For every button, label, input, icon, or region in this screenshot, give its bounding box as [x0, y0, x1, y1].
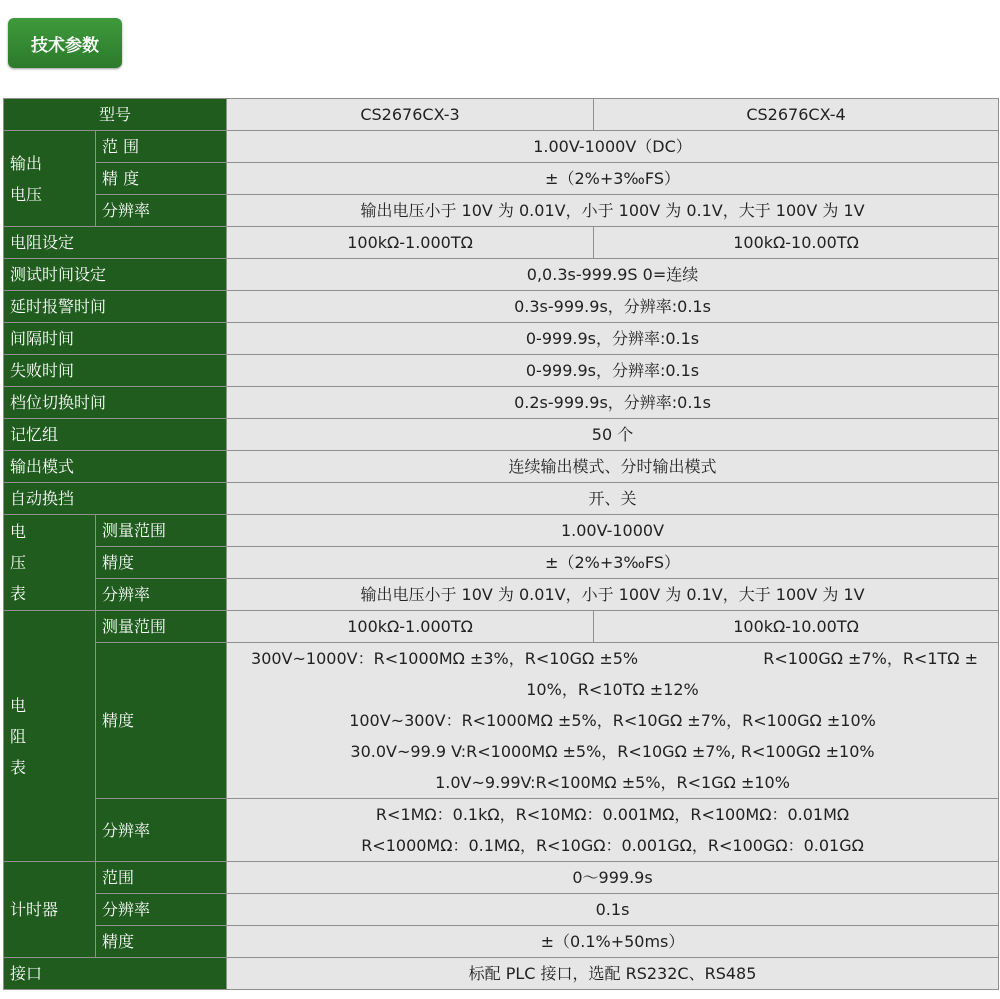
ohmmeter-resolution-value: [227, 799, 999, 862]
ohmmeter-resolution-line2: R<1000MΩ：0.1MΩ，R<10GΩ：0.001GΩ，R<100GΩ：0.01GΩ: [361, 836, 864, 855]
row-label: 输出模式: [4, 451, 227, 483]
table-row: [4, 483, 999, 515]
output-voltage-accuracy-label: 精 度: [96, 163, 227, 195]
section-title-badge: 技术参数: [8, 18, 122, 68]
row-ohmmeter-range: [4, 611, 999, 643]
spec-table: [3, 98, 999, 990]
timer-resolution-value: 0.1s: [227, 894, 999, 926]
interface-value: 标配 PLC 接口，选配 RS232C、RS485: [227, 958, 999, 990]
row-timer-accuracy: [4, 926, 999, 958]
timer-resolution-label: 分辨率: [96, 894, 227, 926]
row-model: [4, 99, 999, 131]
resistance-setting-col2: 100kΩ-10.00TΩ: [594, 227, 999, 259]
voltmeter-resolution-label: 分辨率: [96, 579, 227, 611]
output-voltage-range-label: 范 围: [96, 131, 227, 163]
ohmmeter-group-label: [4, 611, 96, 862]
ohmmeter-label-char3: 表: [10, 757, 27, 777]
row-label: 记忆组: [4, 419, 227, 451]
ohmmeter-accuracy-value: [227, 643, 999, 799]
voltmeter-range-label: 测量范围: [96, 515, 227, 547]
timer-range-value: 0～999.9s: [227, 862, 999, 894]
ohmmeter-range-label: 测量范围: [96, 611, 227, 643]
table-row: [4, 451, 999, 483]
ohmmeter-label-char1: 电: [10, 695, 27, 715]
row-output-voltage-range: [4, 131, 999, 163]
row-output-voltage-accuracy: [4, 163, 999, 195]
table-row: [4, 291, 999, 323]
row-value: 0,0.3s-999.9S 0=连续: [227, 259, 999, 291]
row-value: 0-999.9s，分辨率:0.1s: [227, 355, 999, 387]
voltmeter-range-value: 1.00V-1000V: [227, 515, 999, 547]
ohmmeter-accuracy-line1: [233, 643, 992, 674]
ohmmeter-accuracy-line5: 1.0V~9.99V:R<100MΩ ±5%，R<1GΩ ±10%: [435, 773, 790, 792]
voltmeter-label-char2: 压: [10, 553, 27, 572]
ohmmeter-accuracy-line4: 30.0V~99.9 V:R<1000MΩ ±5%，R<10GΩ ±7%, R<100GΩ ±10%: [350, 742, 875, 761]
timer-accuracy-value: ±（0.1%+50ms）: [227, 926, 999, 958]
row-value: 连续输出模式、分时输出模式: [227, 451, 999, 483]
output-voltage-label-line2: 电压: [10, 184, 43, 204]
row-timer-range: [4, 862, 999, 894]
voltmeter-accuracy-value: ±（2%+3‰FS）: [227, 547, 999, 579]
model-col2: CS2676CX-4: [594, 99, 999, 131]
output-voltage-group-label: [4, 131, 96, 227]
table-row: [4, 355, 999, 387]
model-label: 型号: [4, 99, 227, 131]
timer-group-label: 计时器: [4, 862, 96, 958]
ohmmeter-accuracy-line1-left: 300V~1000V：R<1000MΩ ±3%，R<10GΩ ±5%: [251, 649, 639, 668]
row-ohmmeter-accuracy: [4, 643, 999, 799]
row-value: 开、关: [227, 483, 999, 515]
ohmmeter-label-char2: 阻: [10, 726, 27, 746]
ohmmeter-range-col2: 100kΩ-10.00TΩ: [594, 611, 999, 643]
ohmmeter-range-col1: 100kΩ-1.000TΩ: [227, 611, 594, 643]
row-label: 延时报警时间: [4, 291, 227, 323]
table-row: [4, 387, 999, 419]
ohmmeter-accuracy-line1-right: R<100GΩ ±7%，R<1TΩ ±: [763, 649, 979, 668]
row-voltmeter-range: [4, 515, 999, 547]
row-voltmeter-resolution: [4, 579, 999, 611]
table-row: [4, 419, 999, 451]
ohmmeter-resolution-label: 分辨率: [96, 799, 227, 862]
voltmeter-accuracy-label: 精度: [96, 547, 227, 579]
timer-range-label: 范围: [96, 862, 227, 894]
voltmeter-resolution-value: 输出电压小于 10V 为 0.01V，小于 100V 为 0.1V，大于 100V 为 1V: [227, 579, 999, 611]
row-label: 测试时间设定: [4, 259, 227, 291]
row-value: 0.2s-999.9s，分辨率:0.1s: [227, 387, 999, 419]
interface-label: 接口: [4, 958, 227, 990]
table-row: [4, 259, 999, 291]
row-value: 0-999.9s，分辨率:0.1s: [227, 323, 999, 355]
row-label: 档位切换时间: [4, 387, 227, 419]
row-voltmeter-accuracy: [4, 547, 999, 579]
row-label: 间隔时间: [4, 323, 227, 355]
row-value: 50 个: [227, 419, 999, 451]
output-voltage-accuracy-value: ±（2%+3‰FS）: [227, 163, 999, 195]
voltmeter-group-label: [4, 515, 96, 611]
output-voltage-resolution-label: 分辨率: [96, 195, 227, 227]
model-col1: CS2676CX-3: [227, 99, 594, 131]
voltmeter-label-char1: 电: [10, 522, 27, 541]
ohmmeter-resolution-line1: R<1MΩ：0.1kΩ，R<10MΩ：0.001MΩ，R<100MΩ：0.01MΩ: [375, 805, 850, 824]
row-label: 失败时间: [4, 355, 227, 387]
row-ohmmeter-resolution: [4, 799, 999, 862]
ohmmeter-accuracy-label: 精度: [96, 643, 227, 799]
row-output-voltage-resolution: [4, 195, 999, 227]
output-voltage-label-line1: 输出: [10, 153, 43, 173]
resistance-setting-label: 电阻设定: [4, 227, 227, 259]
row-label: 自动换挡: [4, 483, 227, 515]
table-row: [4, 323, 999, 355]
row-resistance-setting: [4, 227, 999, 259]
row-interface: [4, 958, 999, 990]
output-voltage-range-value: 1.00V-1000V（DC）: [227, 131, 999, 163]
timer-accuracy-label: 精度: [96, 926, 227, 958]
resistance-setting-col1: 100kΩ-1.000TΩ: [227, 227, 594, 259]
output-voltage-resolution-value: 输出电压小于 10V 为 0.01V，小于 100V 为 0.1V，大于 100V 为 1V: [227, 195, 999, 227]
row-timer-resolution: [4, 894, 999, 926]
ohmmeter-accuracy-line2: 10%，R<10TΩ ±12%: [526, 680, 699, 699]
row-value: 0.3s-999.9s，分辨率:0.1s: [227, 291, 999, 323]
ohmmeter-accuracy-line3: 100V~300V：R<1000MΩ ±5%，R<10GΩ ±7%，R<100GΩ ±10%: [349, 711, 876, 730]
voltmeter-label-char3: 表: [10, 584, 27, 603]
